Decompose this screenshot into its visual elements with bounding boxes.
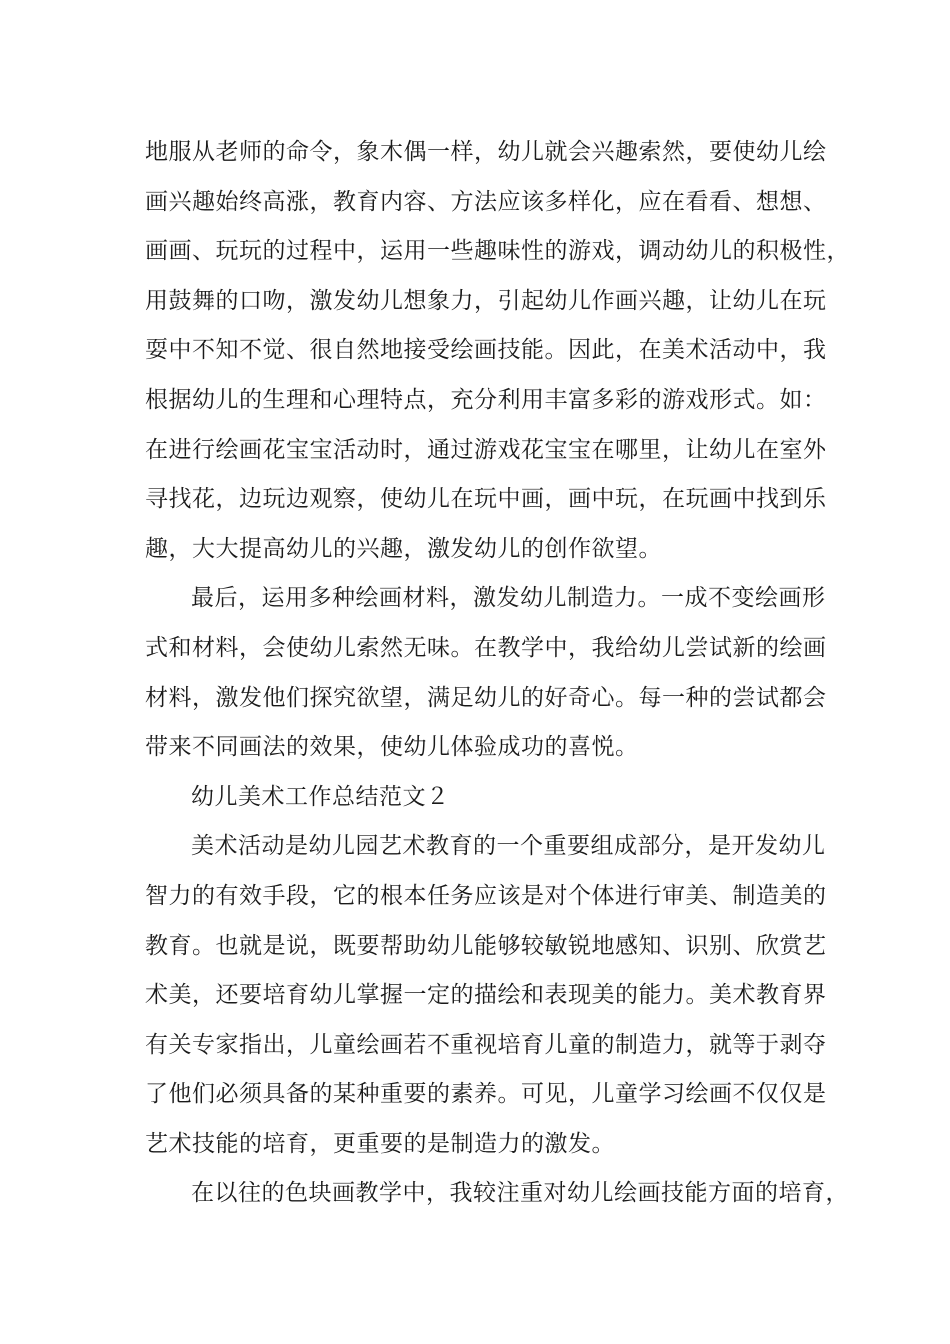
paragraph-line: 式和材料，会使幼儿索然无味。在教学中，我给幼儿尝试新的绘画 bbox=[145, 634, 827, 661]
paragraph-line: 带来不同画法的效果，使幼儿体验成功的喜悦。 bbox=[145, 734, 639, 761]
paragraph-line: 最后，运用多种绘画材料，激发幼儿制造力。一成不变绘画形 bbox=[191, 585, 826, 612]
paragraph-line: 耍中不知不觉、很自然地接受绘画技能。因此，在美术活动中，我 bbox=[145, 337, 827, 364]
paragraph-line: 材料，激发他们探究欲望，满足幼儿的好奇心。每一种的尝试都会 bbox=[145, 684, 827, 711]
paragraph-line: 教育。也就是说，既要帮助幼儿能够较敏锐地感知、识别、欣赏艺 bbox=[145, 932, 827, 959]
paragraph-2 bbox=[145, 574, 845, 772]
paragraph-line: 根据幼儿的生理和心理特点，充分利用丰富多彩的游戏形式。如： bbox=[145, 386, 827, 413]
paragraph-line: 趣，大大提高幼儿的兴趣，激发幼儿的创作欲望。 bbox=[145, 535, 662, 562]
paragraph-line: 智力的有效手段，它的根本任务应该是对个体进行审美、制造美的 bbox=[145, 882, 827, 909]
section-heading: 幼儿美术工作总结范文２ bbox=[191, 783, 450, 810]
paragraph-line: 术美，还要培育幼儿掌握一定的描绘和表现美的能力。美术教育界 bbox=[145, 982, 827, 1009]
paragraph-line: 在进行绘画花宝宝活动时，通过游戏花宝宝在哪里，让幼儿在室外 bbox=[145, 436, 827, 463]
paragraph-1 bbox=[145, 128, 850, 574]
section-heading-block bbox=[145, 773, 845, 823]
paragraph-line: 画兴趣始终高涨，教育内容、方法应该多样化，应在看看、想想、 bbox=[145, 188, 827, 215]
paragraph-line: 地服从老师的命令，象木偶一样，幼儿就会兴趣索然，要使幼儿绘 bbox=[145, 139, 827, 165]
document-body bbox=[145, 128, 850, 1219]
paragraph-line: 寻找花，边玩边观察，使幼儿在玩中画，画中玩，在玩画中找到乐 bbox=[145, 486, 827, 513]
paragraph-line: 美术活动是幼儿园艺术教育的一个重要组成部分，是开发幼儿 bbox=[191, 833, 826, 860]
paragraph-4 bbox=[145, 1169, 849, 1219]
paragraph-line: 了他们必须具备的某种重要的素养。可见，儿童学习绘画不仅仅是 bbox=[145, 1081, 827, 1108]
paragraph-line: 有关专家指出，儿童绘画若不重视培育儿童的制造力，就等于剥夺 bbox=[145, 1031, 827, 1058]
paragraph-line: 用鼓舞的口吻，激发幼儿想象力，引起幼儿作画兴趣，让幼儿在玩 bbox=[145, 287, 827, 314]
paragraph-3 bbox=[145, 822, 845, 1169]
paragraph-line: 画画、玩玩的过程中，运用一些趣味性的游戏，调动幼儿的积极性， bbox=[145, 238, 850, 265]
paragraph-line: 艺术技能的培育，更重要的是制造力的激发。 bbox=[145, 1130, 615, 1157]
paragraph-line: 在以往的色块画教学中，我较注重对幼儿绘画技能方面的培育， bbox=[191, 1180, 849, 1207]
